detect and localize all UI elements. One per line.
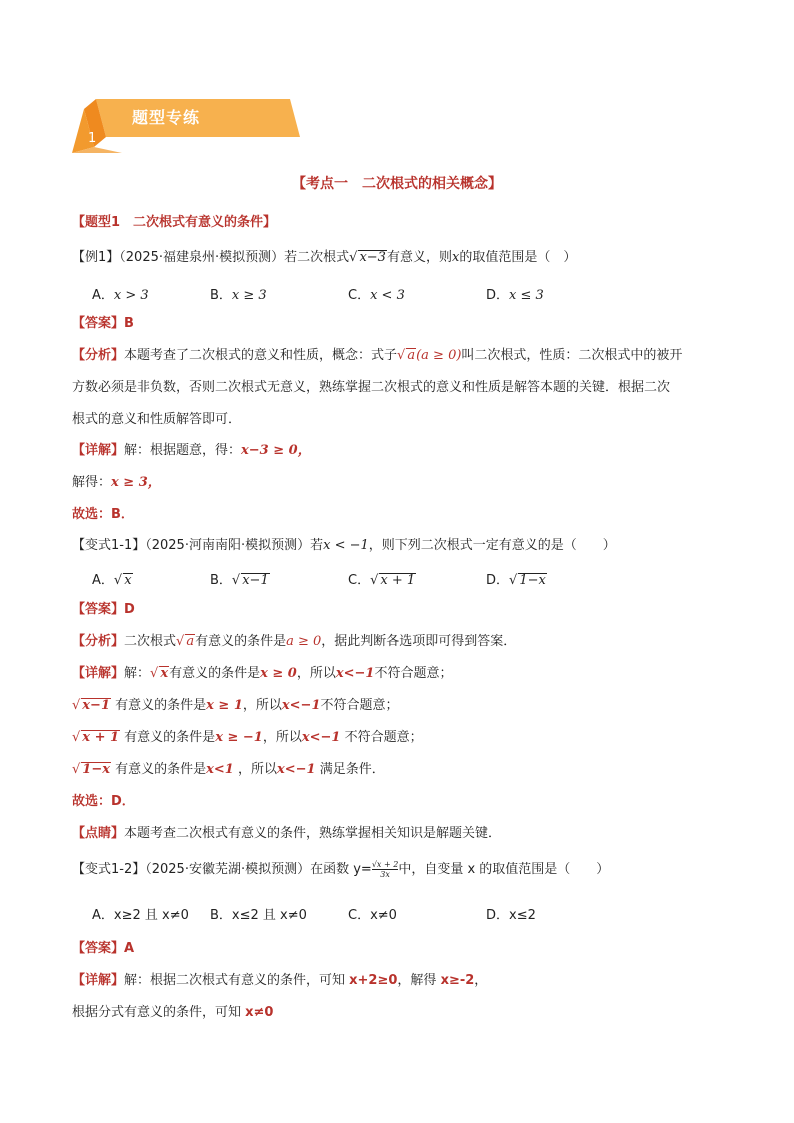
banner-number: 1 bbox=[88, 131, 97, 146]
fraction: $\frac{√x + 2}{3x}$ bbox=[371, 860, 399, 879]
analysis-line-2: 方数必须是非负数，否则二次根式无意义，熟练掌握二次根式的意义和性质是解答本题的关键．根据二次 bbox=[72, 380, 671, 395]
detail-line-2: 根据分式有意义的条件，可知 x≠0 bbox=[72, 1005, 274, 1020]
example-stem-a: 若二次根式 bbox=[284, 250, 350, 265]
section-title: 【考点一 二次根式的相关概念】 bbox=[292, 176, 502, 192]
stem-variable: x bbox=[451, 250, 460, 265]
radical-sign-icon: √ bbox=[349, 250, 358, 265]
option-c: C．x < 3 bbox=[348, 288, 405, 303]
detail-line-2: √ x−1 有意义的条件是x ≥ 1，所以x<−1不符合题意； bbox=[72, 698, 399, 713]
choose-line: 故选：B． bbox=[72, 507, 134, 522]
answer-line: 【答案】B bbox=[72, 316, 134, 331]
banner-title: 题型专练 bbox=[132, 108, 201, 127]
radicand: x−3 bbox=[359, 250, 386, 265]
answer-value: A bbox=[124, 941, 135, 956]
option-d: D．√ 1−x bbox=[486, 573, 546, 588]
detail-line-4: √ 1−x 有意义的条件是x<1 ，所以x<−1 满足条件． bbox=[72, 762, 385, 777]
answer-line: 【答案】D bbox=[72, 602, 135, 617]
example-tag: 【例1】 bbox=[72, 250, 120, 265]
option-b: B．x ≥ 3 bbox=[210, 288, 267, 303]
detail-line-1: 【详解】解：√ x有意义的条件是x ≥ 0，所以x<−1不符合题意； bbox=[72, 666, 453, 681]
question-type-label: 【题型1 二次根式有意义的条件】 bbox=[72, 215, 277, 230]
option-b: B．√ x−1 bbox=[210, 573, 269, 588]
analysis-line-1: 【分析】本题考查了二次根式的意义和性质，概念：式子√ a(a ≥ 0)叫二次根式，性质：二次根式中的被开 bbox=[72, 348, 683, 363]
detail-line-1: 【详解】解：根据二次根式有意义的条件，可知 x+2≥0，解得 x≥-2， bbox=[72, 973, 488, 988]
option-a: A．x > 3 bbox=[92, 288, 149, 303]
example-stem-c: 的取值范围是（ ） bbox=[459, 250, 577, 265]
variant-1-2-stem: 【变式1-2】（2025·安徽芜湖·模拟预测）在函数 y= $\frac{√x + 2}{3x}$ 中，自变量 x 的取值范围是（ ） bbox=[72, 860, 610, 879]
answer-value: B bbox=[124, 316, 134, 331]
detail-line-3: √ x + 1 有意义的条件是x ≥ −1，所以x<−1 不符合题意； bbox=[72, 730, 423, 745]
example-1-stem bbox=[72, 249, 576, 267]
detail-line-2: 解得：x ≥ 3， bbox=[72, 475, 161, 490]
detail-line-1: 【详解】解：根据题意，得：x−3 ≥ 0， bbox=[72, 443, 311, 458]
example-stem-b: 有意义，则 bbox=[386, 250, 452, 265]
example-source: （2025·福建泉州·模拟预测） bbox=[119, 250, 285, 265]
variant-1-1-stem: 【变式1-1】（2025·河南南阳·模拟预测）若x < −1，则下列二次根式一定有意义的是（ ） bbox=[72, 538, 616, 553]
option-d: D．x ≤ 3 bbox=[486, 288, 544, 303]
section-banner bbox=[70, 97, 302, 157]
option-a: A．x≥2 且 x≠0 bbox=[92, 908, 189, 923]
option-c: C．x≠0 bbox=[348, 908, 397, 923]
option-d: D．x≤2 bbox=[486, 908, 536, 923]
comment-line: 【点睛】本题考查二次根式有意义的条件，熟练掌握相关知识是解题关键． bbox=[72, 826, 502, 841]
analysis-line-3: 根式的意义和性质解答即可． bbox=[72, 412, 242, 427]
answer-value: D bbox=[124, 602, 135, 617]
choose-line: 故选：D． bbox=[72, 794, 135, 809]
option-a: A．√ x bbox=[92, 573, 132, 588]
option-b: B．x≤2 且 x≠0 bbox=[210, 908, 307, 923]
option-c: C．√ x + 1 bbox=[348, 573, 416, 588]
answer-line: 【答案】A bbox=[72, 941, 135, 956]
analysis-line: 【分析】二次根式√ a有意义的条件是a ≥ 0，据此判断各选项即可得到答案． bbox=[72, 634, 517, 649]
